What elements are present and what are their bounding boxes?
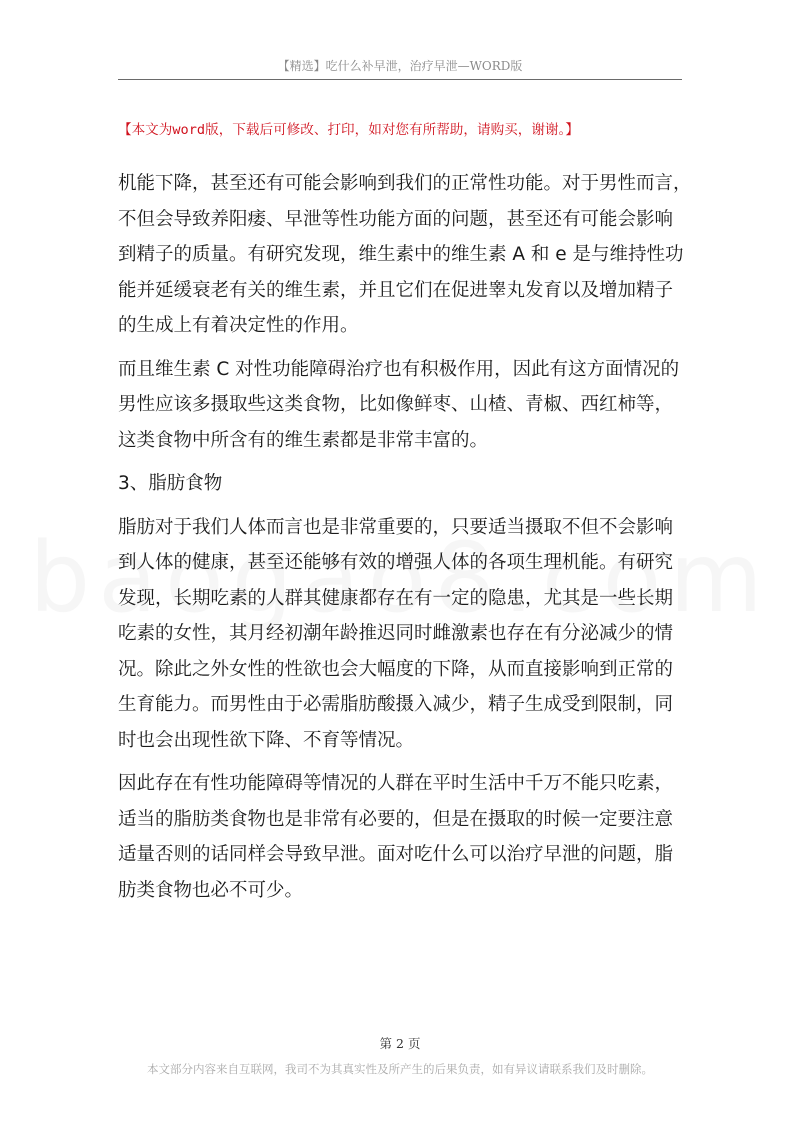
paragraph-spacer bbox=[118, 344, 688, 352]
paragraph-line: 男性应该多摄取些这类食物，比如像鲜枣、山楂、青椒、西红柿等， bbox=[118, 394, 674, 415]
paragraph-line: 脂肪对于我们人体而言也是非常重要的，只要适当摄取不但不会影响 bbox=[118, 516, 674, 538]
page-footer-disclaimer: 本文部分内容来自互联网，我司不为其真实性及所产生的后果负责，如有异议请联系我们及时删除。 bbox=[147, 1062, 653, 1076]
paragraph-line: 适当的脂肪类食物也是非常有必要的，但是在摄取的时候一定要注意 bbox=[118, 808, 674, 830]
paragraph-line: 况。除此之外女性的性欲也会大幅度的下降，从而直接影响到正常的 bbox=[118, 658, 674, 680]
paragraph-line: 到精子的质量。有研究发现，维生素中的维生素 A 和 e 是与维持性功 bbox=[118, 244, 684, 265]
paragraph-line: 时也会出现性欲下降、不育等情况。 bbox=[118, 729, 415, 751]
paragraph-spacer bbox=[118, 502, 688, 510]
paragraph-line: 的生成上有着决定性的作用。 bbox=[118, 315, 359, 336]
paragraph bbox=[118, 466, 688, 502]
paragraph-spacer bbox=[118, 758, 688, 766]
header-divider bbox=[118, 79, 682, 80]
paragraph bbox=[118, 166, 692, 344]
paragraph-line: 吃素的女性，其月经初潮年龄推迟同时雌激素也存在有分泌减少的情 bbox=[118, 623, 674, 644]
paragraph-spacer bbox=[118, 458, 688, 466]
paragraph-line: 因此存在有性功能障碍等情况的人群在平时生活中千万不能只吃素， bbox=[118, 773, 674, 794]
page-number: 第 2 页 bbox=[379, 1036, 421, 1051]
paragraph-line: 肪类食物也必不可少。 bbox=[118, 879, 304, 901]
paragraph-line: 生育能力。而男性由于必需脂肪酸摄入减少，精子生成受到限制，同 bbox=[118, 694, 674, 715]
page-header-title: 【精选】吃什么补早泄，治疗早泄—WORD版 bbox=[277, 59, 523, 73]
paragraph bbox=[118, 352, 688, 459]
paragraph-line: 到人体的健康，甚至还能够有效的增强人体的各项生理机能。有研究 bbox=[118, 552, 674, 573]
paragraph-line: 能并延缓衰老有关的维生素，并且它们在促进睾丸发育以及增加精子 bbox=[118, 279, 674, 301]
document-body bbox=[118, 166, 692, 908]
paragraph bbox=[118, 766, 688, 908]
paragraph-line: 适量否则的话同样会导致早泄。面对吃什么可以治疗早泄的问题，脂 bbox=[118, 844, 674, 865]
paragraph-line: 机能下降，甚至还有可能会影响到我们的正常性功能。对于男性而言， bbox=[118, 173, 692, 194]
paragraph-line: 而且维生素 C 对性功能障碍治疗也有积极作用，因此有这方面情况的 bbox=[118, 358, 680, 380]
paragraph-line: 3、脂肪食物 bbox=[118, 473, 223, 494]
paragraph bbox=[118, 510, 688, 759]
paragraph-line: 不但会导致养阳痿、早泄等性功能方面的问题，甚至还有可能会影响 bbox=[118, 208, 674, 230]
download-notice: 【本文为word版，下载后可修改、打印，如对您有所帮助，请购买，谢谢。】 bbox=[118, 122, 579, 138]
paragraph-line: 这类食物中所含有的维生素都是非常丰富的。 bbox=[118, 429, 489, 451]
paragraph-line: 发现，长期吃素的人群其健康都存在有一定的隐患，尤其是一些长期 bbox=[118, 587, 674, 609]
